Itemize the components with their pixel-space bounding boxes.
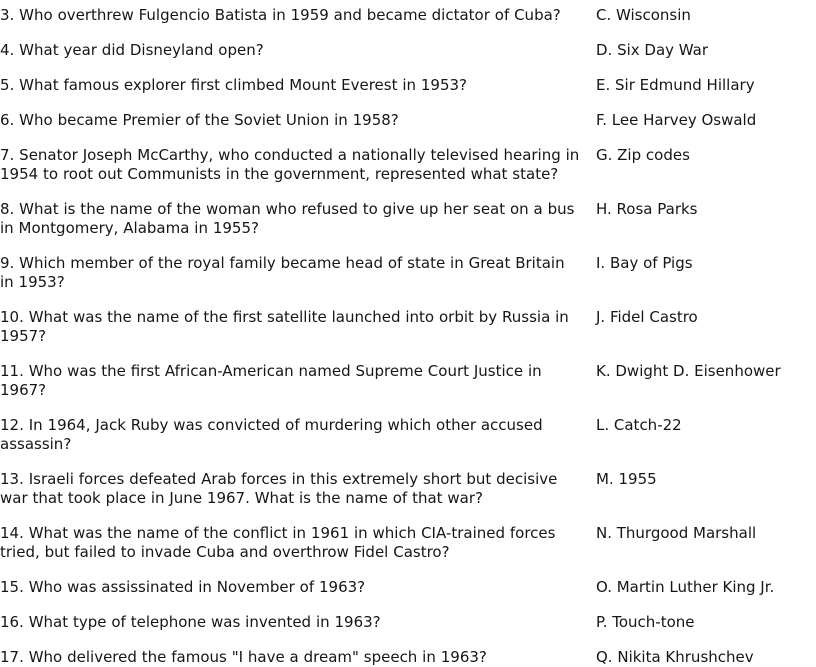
question-text: 11. Who was the first African-American named Supreme Court Justice in 1967? bbox=[0, 362, 542, 399]
question-text: 4. What year did Disneyland open? bbox=[0, 41, 264, 59]
question-text: 8. What is the name of the woman who refused to give up her seat on a bus in Montgomery, Alabama in 1955? bbox=[0, 200, 575, 237]
answer-choice: H. Rosa Parks bbox=[596, 200, 698, 218]
qa-row bbox=[0, 200, 816, 238]
qa-row bbox=[0, 254, 816, 292]
question-text: 17. Who delivered the famous "I have a dream" speech in 1963? bbox=[0, 648, 487, 666]
question-text: 14. What was the name of the conflict in 1961 in which CIA-trained forces tried, but failed to invade Cuba and overthrow Fidel Castro? bbox=[0, 524, 556, 561]
question-text: 9. Which member of the royal family became head of state in Great Britain in 1953? bbox=[0, 254, 565, 291]
answer-choice: P. Touch-tone bbox=[596, 613, 695, 631]
answer-choice: L. Catch-22 bbox=[596, 416, 682, 434]
qa-row bbox=[0, 146, 816, 184]
qa-row bbox=[0, 648, 816, 667]
question-text: 3. Who overthrew Fulgencio Batista in 1959 and became dictator of Cuba? bbox=[0, 6, 561, 24]
answer-choice: Q. Nikita Khrushchev bbox=[596, 648, 754, 666]
answer-choice: K. Dwight D. Eisenhower bbox=[596, 362, 781, 380]
qa-row bbox=[0, 76, 816, 95]
qa-row bbox=[0, 613, 816, 632]
qa-row bbox=[0, 362, 816, 400]
answer-choice: O. Martin Luther King Jr. bbox=[596, 578, 775, 596]
answer-choice: C. Wisconsin bbox=[596, 6, 691, 24]
question-text: 5. What famous explorer first climbed Mount Everest in 1953? bbox=[0, 76, 468, 94]
answer-choice: G. Zip codes bbox=[596, 146, 690, 164]
question-text: 6. Who became Premier of the Soviet Union in 1958? bbox=[0, 111, 399, 129]
qa-row bbox=[0, 470, 816, 508]
question-text: 16. What type of telephone was invented in 1963? bbox=[0, 613, 381, 631]
question-text: 12. In 1964, Jack Ruby was convicted of murdering which other accused assassin? bbox=[0, 416, 543, 453]
question-text: 13. Israeli forces defeated Arab forces in this extremely short but decisive war that took place in June 1967. What is the name of that war? bbox=[0, 470, 558, 507]
qa-row bbox=[0, 416, 816, 454]
question-text: 10. What was the name of the first satellite launched into orbit by Russia in 1957? bbox=[0, 308, 569, 345]
qa-row bbox=[0, 6, 816, 25]
answer-choice: I. Bay of Pigs bbox=[596, 254, 693, 272]
question-text: 7. Senator Joseph McCarthy, who conducted a nationally televised hearing in 1954 to root out Communists in the government, represented what state? bbox=[0, 146, 580, 183]
qa-row bbox=[0, 578, 816, 597]
qa-row bbox=[0, 41, 816, 60]
qa-row bbox=[0, 308, 816, 346]
answer-choice: E. Sir Edmund Hillary bbox=[596, 76, 755, 94]
answer-choice: M. 1955 bbox=[596, 470, 657, 488]
answer-choice: F. Lee Harvey Oswald bbox=[596, 111, 757, 129]
qa-row bbox=[0, 524, 816, 562]
question-text: 15. Who was assissinated in November of 1963? bbox=[0, 578, 366, 596]
answer-choice: J. Fidel Castro bbox=[596, 308, 698, 326]
answer-choice: D. Six Day War bbox=[596, 41, 709, 59]
qa-row bbox=[0, 111, 816, 130]
answer-choice: N. Thurgood Marshall bbox=[596, 524, 757, 542]
